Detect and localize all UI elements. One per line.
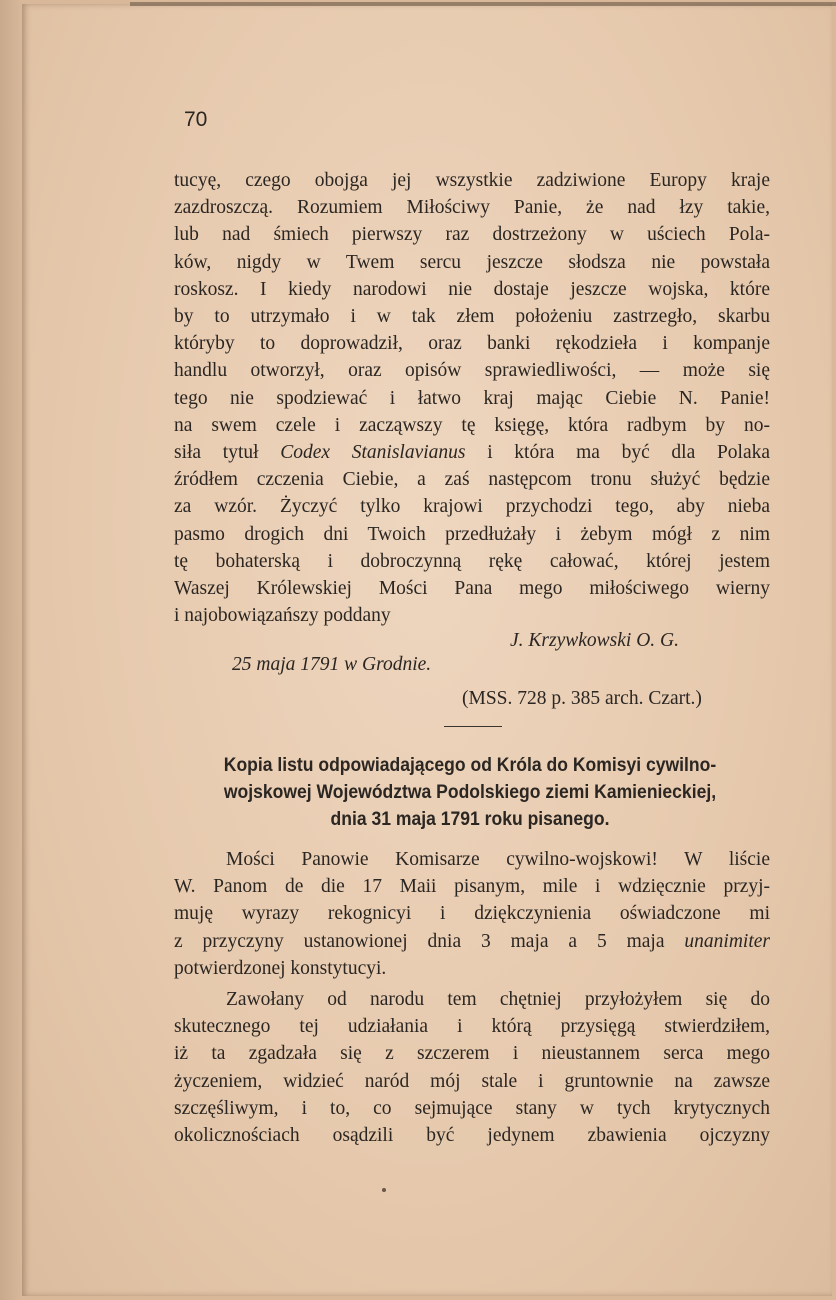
text-line: okolicznościach osądzili być jedynem zbawienia ojczyzny xyxy=(174,1125,770,1147)
unanimiter-word: unanimiter xyxy=(684,930,771,952)
text-line: za wzór. Życzyć tylko krajowi przychodzi tego, aby nieba xyxy=(174,496,770,518)
text-line: Zawołany od narodu tem chętniej przyłożyłem się do xyxy=(226,989,770,1011)
text-line: lub nad śmiech pierwszy raz dostrzeżony w uściech Pola- xyxy=(174,224,770,246)
codex-title: Codex Stanislavianus xyxy=(280,442,466,464)
text-line-codex xyxy=(174,439,770,466)
text-line: potwierdzonej konstytucyi. xyxy=(174,957,387,979)
letter-text xyxy=(174,846,770,1149)
text-line-unanimiter xyxy=(174,928,770,955)
heading-line: Kopia listu odpowiadającego od Króla do Komisyi cywilno- xyxy=(223,754,717,776)
line-pre: z przyczyny ustanowionej dnia 3 maja a 5 maja xyxy=(174,930,665,952)
signature: J. Krzywkowski O. G. xyxy=(510,630,679,651)
text-line: tego nie spodziewać i łatwo kraj mając Ciebie N. Panie! xyxy=(174,387,770,409)
text-line: iż ta zgadzała się z szczerem i nieustannem serca mego xyxy=(174,1043,770,1065)
text-line: Waszej Królewskiej Mości Pana mego miłościwego wierny xyxy=(174,578,770,600)
codex-post: i która ma być dla Polaka xyxy=(487,442,771,464)
text-line: handlu otworzył, oraz opisów sprawiedliwości, — może się xyxy=(174,360,770,382)
book-gutter xyxy=(0,0,22,1300)
text-line: szczęśliwym, i to, co sejmujące stany w tych krytycznych xyxy=(174,1097,770,1119)
heading-line: dnia 31 maja 1791 roku pisanego. xyxy=(330,808,610,830)
dateline: 25 maja 1791 w Grodnie. xyxy=(232,654,432,675)
text-line: W. Panom de die 17 Maii pisanym, mile i wdzięcznie przyj- xyxy=(174,876,770,898)
text-line: tę bohaterską i dobroczynną rękę całować, której jestem xyxy=(174,550,770,572)
text-line: źródłem czczenia Ciebie, a zaś następcom tronu służyć będzie xyxy=(174,469,770,491)
text-line: by to utrzymało i w tak złem położeniu zastrzegło, skarbu xyxy=(174,306,770,328)
codex-pre: siła tytuł xyxy=(174,442,259,464)
text-line: roskosz. I kiedy narodowi nie dostaje jeszcze wojska, które xyxy=(174,278,770,300)
text-line: tucyę, czego obojga jej wszystkie zadziwione Europy kraje xyxy=(174,170,770,191)
paragraph-2 xyxy=(174,986,770,1149)
main-text xyxy=(174,167,770,629)
ink-speck xyxy=(382,1188,386,1192)
text-line: zazdroszczą. Rozumiem Miłościwy Panie, że nad łzy takie, xyxy=(174,197,770,219)
top-edge-shadow xyxy=(130,2,836,6)
text-line: i najobowiązańszy poddany xyxy=(174,605,391,627)
letter-heading xyxy=(200,752,740,833)
archive-reference: (MSS. 728 p. 385 arch. Czart.) xyxy=(462,688,702,709)
page-number: 70 xyxy=(184,108,208,131)
text-line: pasmo drogich dni Twoich przedłużały i żebym mógł z nim xyxy=(174,523,770,545)
section-divider xyxy=(444,726,502,727)
text-line: skutecznego tej udziałania i którą przysięgą stwierdziłem, xyxy=(174,1016,770,1038)
text-line: na swem czele i zacząwszy tę księgę, która radbym by no- xyxy=(174,414,770,436)
text-line: Mości Panowie Komisarze cywilno-wojskowi! W liście xyxy=(226,849,770,870)
text-line: muję wyrazy rekognicyi i dziękczynienia oświadczone mi xyxy=(174,903,770,925)
heading-line: wojskowej Województwa Podolskiego ziemi Kamienieckiej, xyxy=(223,781,717,803)
text-line: życzeniem, widzieć naród mój stale i gruntownie na zawsze xyxy=(174,1070,770,1092)
text-line: ków, nigdy w Twem sercu jeszcze słodsza nie powstała xyxy=(174,251,770,273)
text-line: któryby to doprowadził, oraz banki rękodzieła i kompanje xyxy=(174,333,770,355)
